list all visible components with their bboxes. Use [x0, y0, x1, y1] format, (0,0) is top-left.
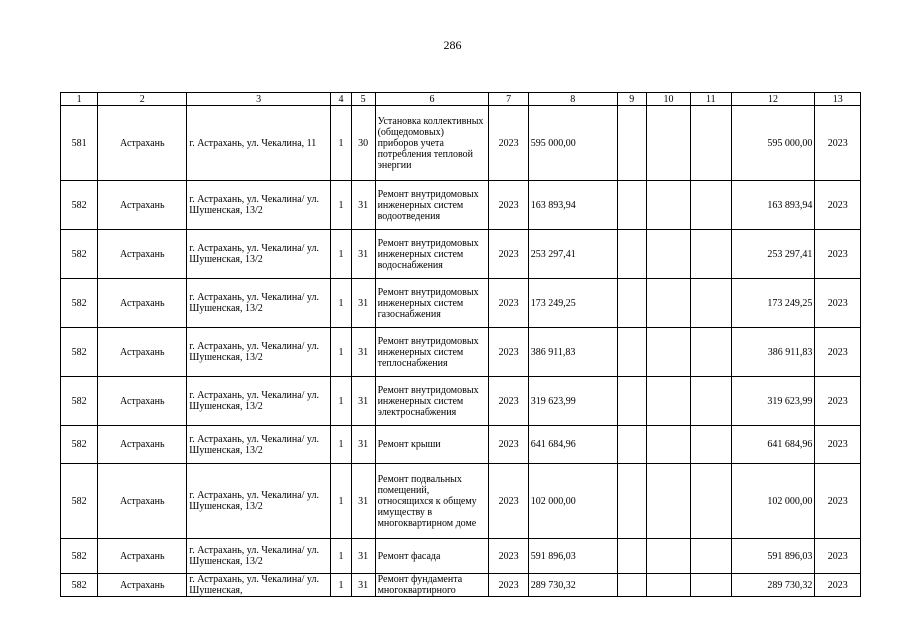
column-header: 6: [375, 93, 489, 106]
address-cell: г. Астрахань, ул. Чекалина/ ул. Шушенская, 13/2: [187, 279, 331, 328]
year2-cell: 2023: [815, 279, 861, 328]
work-type-cell: Ремонт внутридомовых инженерных систем газоснабжения: [375, 279, 489, 328]
col4-cell: 1: [331, 574, 352, 597]
work-type-cell: Ремонт крыши: [375, 426, 489, 464]
total-cell: 253 297,41: [731, 230, 815, 279]
table-row: [61, 181, 861, 230]
col10-cell: [646, 377, 691, 426]
col11-cell: [691, 181, 731, 230]
year2-cell: 2023: [815, 574, 861, 597]
work-type-cell: Ремонт фасада: [375, 539, 489, 574]
total-cell: 595 000,00: [731, 106, 815, 181]
column-header: 13: [815, 93, 861, 106]
col5-cell: 31: [351, 426, 375, 464]
total-cell: 163 893,94: [731, 181, 815, 230]
year-cell: 2023: [489, 539, 528, 574]
work-type-cell: Ремонт фундамента многоквартирного: [375, 574, 489, 597]
cost-cell: 253 297,41: [528, 230, 617, 279]
col10-cell: [646, 181, 691, 230]
col5-cell: 30: [351, 106, 375, 181]
col11-cell: [691, 230, 731, 279]
col9-cell: [617, 377, 646, 426]
cost-cell: 319 623,99: [528, 377, 617, 426]
work-type-cell: Ремонт внутридомовых инженерных систем электроснабжения: [375, 377, 489, 426]
col10-cell: [646, 279, 691, 328]
table-header-row: [61, 93, 861, 106]
col5-cell: 31: [351, 328, 375, 377]
table-row: [61, 328, 861, 377]
year2-cell: 2023: [815, 426, 861, 464]
year2-cell: 2023: [815, 464, 861, 539]
cost-cell: 591 896,03: [528, 539, 617, 574]
column-header: 11: [691, 93, 731, 106]
row-number: 581: [61, 106, 98, 181]
column-header: 10: [646, 93, 691, 106]
year-cell: 2023: [489, 464, 528, 539]
col9-cell: [617, 106, 646, 181]
city-cell: Астрахань: [98, 230, 187, 279]
table-row: [61, 377, 861, 426]
col5-cell: 31: [351, 464, 375, 539]
year-cell: 2023: [489, 230, 528, 279]
col11-cell: [691, 279, 731, 328]
address-cell: г. Астрахань, ул. Чекалина/ ул. Шушенская, 13/2: [187, 426, 331, 464]
column-header: 1: [61, 93, 98, 106]
year2-cell: 2023: [815, 328, 861, 377]
col11-cell: [691, 377, 731, 426]
year-cell: 2023: [489, 377, 528, 426]
city-cell: Астрахань: [98, 574, 187, 597]
cost-cell: 595 000,00: [528, 106, 617, 181]
year-cell: 2023: [489, 106, 528, 181]
cost-cell: 163 893,94: [528, 181, 617, 230]
work-type-cell: Ремонт внутридомовых инженерных систем водоотведения: [375, 181, 489, 230]
page-number: 286: [443, 38, 462, 52]
column-header: 9: [617, 93, 646, 106]
row-number: 582: [61, 539, 98, 574]
col10-cell: [646, 426, 691, 464]
total-cell: 591 896,03: [731, 539, 815, 574]
col9-cell: [617, 539, 646, 574]
col4-cell: 1: [331, 181, 352, 230]
table-row: [61, 230, 861, 279]
col11-cell: [691, 106, 731, 181]
col11-cell: [691, 328, 731, 377]
year2-cell: 2023: [815, 377, 861, 426]
year-cell: 2023: [489, 574, 528, 597]
col10-cell: [646, 574, 691, 597]
column-header: 2: [98, 93, 187, 106]
address-cell: г. Астрахань, ул. Чекалина/ ул. Шушенская, 13/2: [187, 328, 331, 377]
cost-cell: 641 684,96: [528, 426, 617, 464]
table-row: [61, 539, 861, 574]
col4-cell: 1: [331, 464, 352, 539]
col5-cell: 31: [351, 539, 375, 574]
address-cell: г. Астрахань, ул. Чекалина/ ул. Шушенская, 13/2: [187, 230, 331, 279]
table-row: [61, 464, 861, 539]
cost-cell: 289 730,32: [528, 574, 617, 597]
address-cell: г. Астрахань, ул. Чекалина/ ул. Шушенская, 13/2: [187, 539, 331, 574]
work-type-cell: Ремонт внутридомовых инженерных систем теплоснабжения: [375, 328, 489, 377]
row-number: 582: [61, 464, 98, 539]
address-cell: г. Астрахань, ул. Чекалина, 11: [187, 106, 331, 181]
col10-cell: [646, 106, 691, 181]
city-cell: Астрахань: [98, 328, 187, 377]
row-number: 582: [61, 574, 98, 597]
table-row: [61, 279, 861, 328]
col10-cell: [646, 539, 691, 574]
col11-cell: [691, 464, 731, 539]
capital-repair-table: [60, 92, 861, 597]
total-cell: 386 911,83: [731, 328, 815, 377]
col9-cell: [617, 426, 646, 464]
col4-cell: 1: [331, 539, 352, 574]
total-cell: 319 623,99: [731, 377, 815, 426]
col4-cell: 1: [331, 230, 352, 279]
address-cell: г. Астрахань, ул. Чекалина/ ул. Шушенская, 13/2: [187, 377, 331, 426]
city-cell: Астрахань: [98, 539, 187, 574]
col4-cell: 1: [331, 328, 352, 377]
row-number: 582: [61, 377, 98, 426]
address-cell: г. Астрахань, ул. Чекалина/ ул. Шушенская, 13/2: [187, 464, 331, 539]
city-cell: Астрахань: [98, 106, 187, 181]
column-header: 12: [731, 93, 815, 106]
work-type-cell: Установка коллективных (общедомовых) приборов учета потребления тепловой энергии: [375, 106, 489, 181]
column-header: 3: [187, 93, 331, 106]
col4-cell: 1: [331, 377, 352, 426]
column-header: 8: [528, 93, 617, 106]
city-cell: Астрахань: [98, 464, 187, 539]
col11-cell: [691, 574, 731, 597]
year2-cell: 2023: [815, 539, 861, 574]
col9-cell: [617, 181, 646, 230]
year-cell: 2023: [489, 279, 528, 328]
col5-cell: 31: [351, 279, 375, 328]
col10-cell: [646, 464, 691, 539]
col9-cell: [617, 279, 646, 328]
work-type-cell: Ремонт внутридомовых инженерных систем водоснабжения: [375, 230, 489, 279]
table-row: [61, 574, 861, 597]
total-cell: 102 000,00: [731, 464, 815, 539]
col10-cell: [646, 230, 691, 279]
year2-cell: 2023: [815, 181, 861, 230]
total-cell: 289 730,32: [731, 574, 815, 597]
year-cell: 2023: [489, 328, 528, 377]
city-cell: Астрахань: [98, 181, 187, 230]
year-cell: 2023: [489, 426, 528, 464]
col10-cell: [646, 328, 691, 377]
column-header: 5: [351, 93, 375, 106]
col11-cell: [691, 426, 731, 464]
column-header: 7: [489, 93, 528, 106]
col4-cell: 1: [331, 106, 352, 181]
address-cell: г. Астрахань, ул. Чекалина/ ул. Шушенская, 13/2: [187, 181, 331, 230]
cost-cell: 102 000,00: [528, 464, 617, 539]
col5-cell: 31: [351, 181, 375, 230]
row-number: 582: [61, 230, 98, 279]
city-cell: Астрахань: [98, 377, 187, 426]
table-row: [61, 106, 861, 181]
col4-cell: 1: [331, 279, 352, 328]
year2-cell: 2023: [815, 230, 861, 279]
col5-cell: 31: [351, 230, 375, 279]
total-cell: 641 684,96: [731, 426, 815, 464]
col9-cell: [617, 574, 646, 597]
column-header: 4: [331, 93, 352, 106]
city-cell: Астрахань: [98, 279, 187, 328]
year-cell: 2023: [489, 181, 528, 230]
col11-cell: [691, 539, 731, 574]
col4-cell: 1: [331, 426, 352, 464]
row-number: 582: [61, 328, 98, 377]
col9-cell: [617, 328, 646, 377]
total-cell: 173 249,25: [731, 279, 815, 328]
row-number: 582: [61, 181, 98, 230]
cost-cell: 386 911,83: [528, 328, 617, 377]
col5-cell: 31: [351, 377, 375, 426]
col9-cell: [617, 464, 646, 539]
address-cell: г. Астрахань, ул. Чекалина/ ул. Шушенская,: [187, 574, 331, 597]
row-number: 582: [61, 279, 98, 328]
col9-cell: [617, 230, 646, 279]
table-row: [61, 426, 861, 464]
cost-cell: 173 249,25: [528, 279, 617, 328]
year2-cell: 2023: [815, 106, 861, 181]
col5-cell: 31: [351, 574, 375, 597]
city-cell: Астрахань: [98, 426, 187, 464]
row-number: 582: [61, 426, 98, 464]
work-type-cell: Ремонт подвальных помещений, относящихся к общему имуществу в многоквартирном доме: [375, 464, 489, 539]
